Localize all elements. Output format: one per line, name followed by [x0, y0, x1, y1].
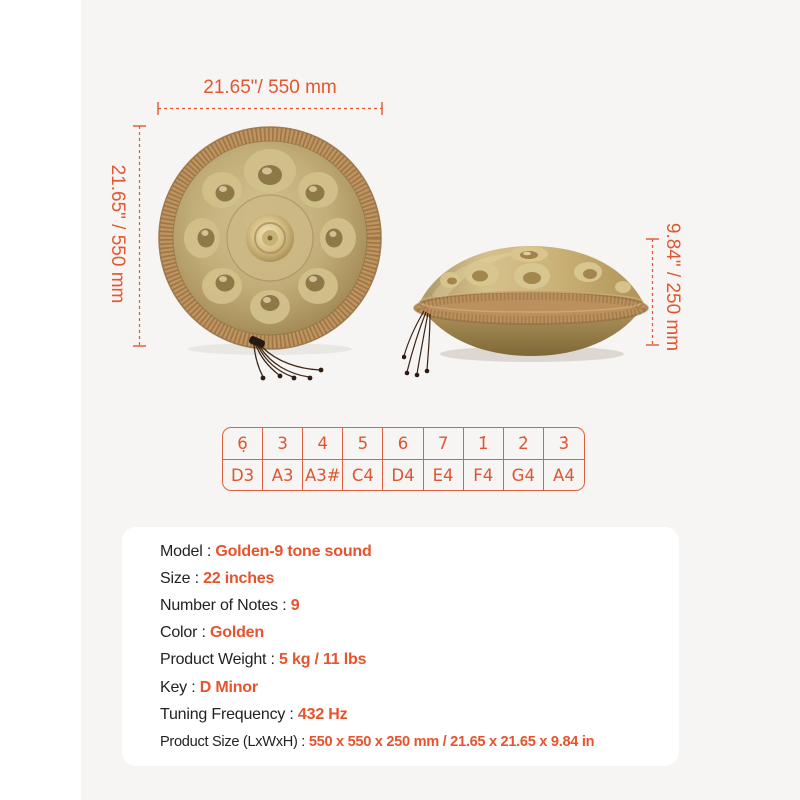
- spec-separator: :: [190, 569, 204, 587]
- note-cell: 1̇: [464, 428, 504, 460]
- spec-value: 22 inches: [203, 569, 275, 587]
- note-cell: G4: [504, 460, 544, 490]
- note-cell: D4: [383, 460, 423, 490]
- note-cell: 2̇: [504, 428, 544, 460]
- top-width-dimension-line: [156, 101, 384, 116]
- note-table: [222, 427, 585, 491]
- spec-value: D Minor: [199, 678, 258, 696]
- note-cell: 6̣: [223, 428, 263, 460]
- spec-card: [122, 527, 679, 766]
- spec-separator: :: [202, 542, 216, 560]
- spec-separator: :: [297, 733, 309, 750]
- spec-value: 432 Hz: [297, 705, 348, 723]
- spec-value: 9: [290, 596, 300, 614]
- note-cell: 5: [343, 428, 383, 460]
- spec-row-key: [160, 674, 679, 701]
- spec-separator: :: [266, 651, 280, 669]
- top-width-dimension-label: 21.65"/ 550 mm: [203, 77, 337, 98]
- spec-value: Golden-9 tone sound: [215, 542, 372, 560]
- note-cell: A3#: [303, 460, 343, 490]
- spec-label: Product Size (LxWxH): [160, 733, 298, 750]
- note-cell: 3̇: [544, 428, 584, 460]
- note-cell: F4: [464, 460, 504, 490]
- handpan-side-view-image: [402, 232, 654, 380]
- spec-row-model: [160, 538, 679, 565]
- spec-label: Tuning Frequency: [160, 705, 286, 723]
- note-table-solfege-row: [223, 428, 584, 460]
- note-cell: A3: [263, 460, 303, 490]
- spec-label: Key: [160, 678, 187, 696]
- spec-label: Product Weight: [160, 651, 267, 669]
- note-cell: E4: [424, 460, 464, 490]
- spec-row-product-weight: [160, 647, 679, 674]
- spec-value: 5 kg / 11 lbs: [279, 651, 367, 669]
- spec-separator: :: [197, 624, 210, 642]
- handpan-top-view-image: [157, 126, 383, 384]
- spec-label: Color: [160, 624, 198, 642]
- spec-label: Size: [160, 569, 191, 587]
- left-height-dimension-label: 21.65" / 550 mm: [107, 164, 128, 304]
- note-cell: A4: [553, 465, 575, 485]
- spec-row-size: [160, 565, 679, 592]
- spec-value: Golden: [210, 624, 264, 642]
- spec-row-number-of-notes: [160, 592, 679, 619]
- spec-label: Model: [160, 542, 203, 560]
- spec-row-color: [160, 620, 679, 647]
- spec-separator: :: [277, 596, 291, 614]
- left-height-dimension-line: [132, 124, 147, 348]
- spec-separator: :: [285, 705, 298, 723]
- note-cell: D3: [223, 460, 263, 490]
- right-height-dimension-label: 9.84" / 250 mm: [662, 222, 683, 352]
- note-cell: 3: [263, 428, 303, 460]
- spec-separator: :: [186, 678, 200, 696]
- spec-label: Number of Notes: [160, 596, 278, 614]
- spec-row-tuning-frequency: [160, 701, 679, 728]
- note-cell: 7: [424, 428, 464, 460]
- spec-value: 550 x 550 x 250 mm / 21.65 x 21.65 x 9.84 in: [308, 733, 595, 750]
- left-margin-strip: [0, 0, 81, 800]
- note-cell: 4: [303, 428, 343, 460]
- spec-row-product-size: [160, 728, 679, 755]
- note-cell: 6: [383, 428, 423, 460]
- note-cell: C4: [343, 460, 383, 490]
- note-table-names-row: [223, 460, 584, 490]
